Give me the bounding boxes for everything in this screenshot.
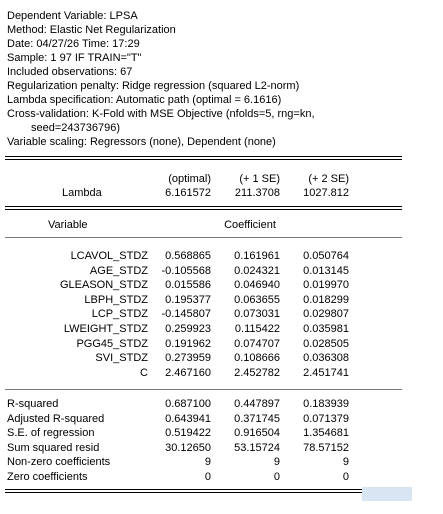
row-value-col2: 53.15724 (234, 441, 280, 454)
row-label: Sum squared resid (7, 441, 100, 454)
row-value-col3: 0.050764 (303, 250, 349, 262)
rule-bottom-2 (5, 492, 402, 493)
row-value-col3: 0.029807 (303, 308, 349, 321)
row-label: LCP_STDZ (91, 308, 148, 321)
estimation-header (7, 9, 315, 149)
row-label: Zero coefficients (7, 471, 88, 483)
row-value-col3: 9 (342, 456, 349, 469)
row-label: LCAVOL_STDZ (70, 250, 148, 262)
lambda-plus-2se: 1027.812 (303, 187, 349, 199)
row-label: R-squared (7, 398, 59, 410)
row-value-col2: 0.108666 (234, 352, 280, 365)
row-value-col1: -0.105568 (161, 264, 211, 277)
row-value-col2: 0.073031 (234, 308, 280, 321)
header-line-dependent: Dependent Variable: LPSA (7, 10, 138, 22)
header-line-method: Method: Elastic Net Regularization (7, 24, 176, 36)
rule-after-coef-header (5, 237, 402, 238)
rule-top-1 (5, 156, 402, 157)
row-value-col2: 0.115422 (234, 323, 280, 335)
header-line-seed: seed=243736796) (31, 122, 120, 134)
row-value-col3: 0.019970 (303, 279, 349, 292)
variable-header: Variable (48, 219, 88, 231)
header-line-date: Date: 04/27/26 Time: 17:29 (7, 38, 140, 50)
row-value-col1: 0.687100 (165, 398, 211, 410)
row-value-col3: 0.028505 (303, 337, 349, 350)
rule-bottom-1 (5, 489, 402, 490)
row-value-col3: 0.071379 (303, 412, 349, 425)
row-value-col3: 0.036308 (303, 352, 349, 365)
row-value-col1: 0.519422 (165, 427, 211, 440)
row-value-col2: 2.452782 (234, 366, 280, 379)
lambda-plus-1se: 211.3708 (234, 187, 280, 199)
row-value-col1: 0.259923 (165, 323, 211, 335)
col-header-plus-1se: (+ 1 SE) (239, 173, 280, 185)
row-value-col3: 0.013145 (303, 264, 349, 277)
row-label: PGG45_STDZ (76, 337, 148, 350)
row-value-col2: 0.371745 (234, 412, 280, 425)
row-value-col1: 30.12650 (165, 441, 211, 454)
row-label: SVI_STDZ (95, 352, 148, 365)
rule-after-coef (5, 389, 402, 390)
row-label: LWEIGHT_STDZ (63, 323, 148, 335)
cell-selection-highlight[interactable] (362, 487, 412, 501)
row-value-col1: 0.273959 (165, 352, 211, 365)
row-label: S.E. of regression (7, 427, 95, 440)
rule-after-lambda-2 (5, 209, 402, 210)
row-value-col2: 0.161961 (234, 250, 280, 262)
row-value-col2: 0.447897 (234, 398, 280, 410)
row-value-col3: 0.018299 (303, 293, 349, 306)
row-label: Non-zero coefficients (7, 456, 111, 469)
row-label: Adjusted R-squared (7, 412, 105, 425)
row-value-col3: 0.183939 (303, 398, 349, 410)
row-value-col1: -0.145807 (161, 308, 211, 321)
row-value-col2: 0 (273, 471, 280, 483)
row-value-col2: 0.916504 (234, 427, 280, 440)
row-value-col1: 2.467160 (165, 366, 211, 379)
header-line-sample: Sample: 1 97 IF TRAIN="T" (7, 52, 142, 64)
row-value-col1: 0.191962 (165, 337, 211, 350)
row-value-col1: 0.568865 (165, 250, 211, 262)
row-value-col2: 0.046940 (234, 279, 280, 292)
row-value-col2: 0.024321 (234, 264, 280, 277)
coefficient-header: Coefficient (224, 219, 276, 231)
row-value-col1: 0.643941 (165, 412, 211, 425)
col-header-optimal: (optimal) (168, 173, 211, 185)
header-line-penalty: Regularization penalty: Ridge regression (squared L2-norm) (7, 80, 300, 92)
row-value-col2: 0.074707 (234, 337, 280, 350)
row-value-col1: 0.015586 (165, 279, 211, 292)
lambda-optimal: 6.161572 (165, 187, 211, 199)
row-value-col3: 1.354681 (303, 427, 349, 440)
header-line-lambda-spec: Lambda specification: Automatic path (optimal = 6.1616) (7, 94, 282, 106)
row-label: AGE_STDZ (89, 264, 148, 277)
row-value-col2: 9 (273, 456, 280, 469)
row-value-col1: 0.195377 (165, 293, 211, 306)
row-label: GLEASON_STDZ (59, 279, 148, 292)
col-header-plus-2se: (+ 2 SE) (308, 173, 349, 185)
row-value-col3: 0 (342, 471, 349, 483)
header-line-scaling: Variable scaling: Regressors (none), Dependent (none) (7, 136, 276, 148)
header-line-cross-validation: Cross-validation: K-Fold with MSE Objective (nfolds=5, rng=kn, (7, 108, 315, 120)
row-label: C (140, 366, 148, 379)
header-line-observations: Included observations: 67 (7, 66, 133, 78)
row-value-col3: 2.451741 (303, 366, 349, 379)
row-label: LBPH_STDZ (84, 293, 148, 306)
row-value-col1: 9 (204, 456, 211, 469)
row-value-col3: 0.035981 (303, 323, 349, 335)
row-value-col1: 0 (204, 471, 211, 483)
row-value-col3: 78.57152 (303, 441, 349, 454)
row-value-col2: 0.063655 (234, 293, 280, 306)
rule-top-2 (5, 159, 402, 160)
rule-after-lambda-1 (5, 206, 402, 207)
lambda-label: Lambda (62, 187, 102, 199)
